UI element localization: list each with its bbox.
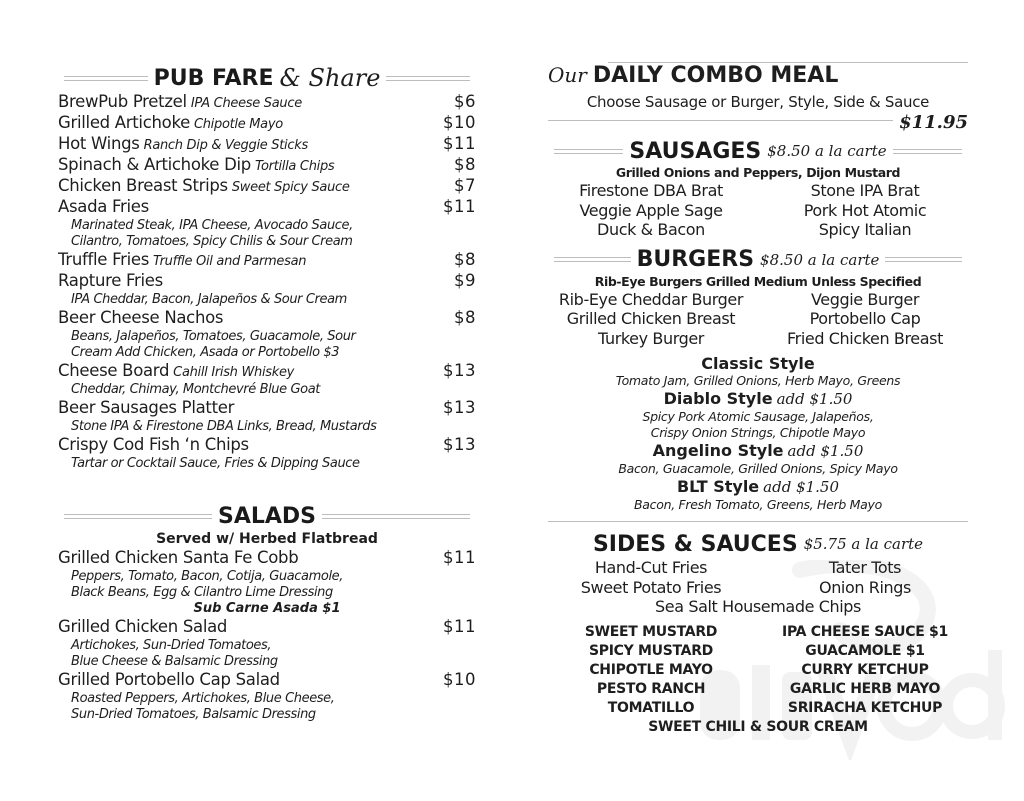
sides-header xyxy=(548,530,968,558)
salad-item-desc: Black Beans, Egg & Cilantro Lime Dressing xyxy=(71,585,333,600)
salad-item-name: Grilled Portobello Cap Salad xyxy=(58,670,280,689)
menu-item-line xyxy=(58,271,476,292)
salad-item-name: Grilled Chicken Santa Fe Cobb xyxy=(58,548,299,567)
menu-item xyxy=(58,250,476,271)
menu-item-left xyxy=(58,176,448,195)
sausage-item: Pork Hot Atomic xyxy=(803,200,927,220)
menu-item-name: Cheese Board xyxy=(58,361,170,380)
divider xyxy=(548,120,893,121)
menu-item-name: Beer Sausages Platter xyxy=(58,398,235,417)
menu-item-price: $8 xyxy=(454,155,476,174)
sauce-item: SWEET CHILI & SOUR CREAM xyxy=(648,718,868,735)
divider xyxy=(893,149,962,154)
menu-item-line xyxy=(58,361,476,382)
sausage-item: Veggie Apple Sage xyxy=(579,200,723,220)
style-option-name: Diablo Style xyxy=(663,389,773,408)
divider xyxy=(548,521,968,522)
menu-item-price: $13 xyxy=(443,435,476,454)
menu-item-price: $7 xyxy=(454,176,476,195)
sauce-item: CURRY KETCHUP xyxy=(801,661,929,678)
divider xyxy=(64,514,212,519)
side-item: Hand-Cut Fries xyxy=(594,558,708,577)
burger-item: Rib-Eye Cheddar Burger xyxy=(558,289,744,309)
menu-item-left xyxy=(58,361,437,380)
menu-item-name: Chicken Breast Strips xyxy=(58,176,228,195)
menu-item-left xyxy=(58,134,437,153)
salad-item-name: Grilled Chicken Salad xyxy=(58,617,228,636)
menu-item-line xyxy=(58,113,476,134)
sausage-item: Spicy Italian xyxy=(818,220,912,239)
menu-item-left xyxy=(58,197,437,216)
salad-item xyxy=(58,617,476,670)
sausages-list xyxy=(548,181,968,240)
pub-fare-title-script: & Share xyxy=(279,64,381,92)
menu-item-inline-desc: Chipotle Mayo xyxy=(193,117,283,132)
menu-item-left xyxy=(58,271,448,290)
style-option-desc: Spicy Pork Atomic Sausage, Jalapeños, xyxy=(642,409,874,424)
salad-item-desc: Blue Cheese & Balsamic Dressing xyxy=(71,654,278,669)
side-item: Tater Tots xyxy=(828,558,902,577)
salad-item-price: $11 xyxy=(443,617,476,636)
style-option-header xyxy=(548,354,968,373)
menu-item-line xyxy=(58,92,476,113)
sausage-item: Duck & Bacon xyxy=(597,220,705,239)
salad-item xyxy=(58,548,476,617)
sauce-item: TOMATILLO xyxy=(607,699,695,716)
sausage-item: Firestone DBA Brat xyxy=(579,181,723,200)
salad-item-desc: Roasted Peppers, Artichokes, Blue Cheese, xyxy=(71,691,335,706)
menu-item xyxy=(58,308,476,361)
style-option-header xyxy=(548,441,968,461)
left-column xyxy=(58,64,476,723)
style-option-desc: Tomato Jam, Grilled Onions, Herb Mayo, Greens xyxy=(615,373,901,388)
menu-item xyxy=(58,155,476,176)
menu-item-line xyxy=(58,398,476,419)
sauces-list xyxy=(548,623,968,718)
sauce-item: PESTO RANCH xyxy=(596,680,706,697)
menu-item-inline-desc: Sweet Spicy Sauce xyxy=(231,180,350,195)
style-option-price: add $1.50 xyxy=(763,478,840,496)
style-option-desc: Bacon, Guacamole, Grilled Onions, Spicy Mayo xyxy=(618,461,898,476)
divider xyxy=(554,149,623,154)
salad-item-price: $10 xyxy=(443,670,476,689)
combo-subtitle: Choose Sausage or Burger, Style, Side & Sauce xyxy=(586,93,930,111)
sauce-item: GUACAMOLE $1 xyxy=(805,642,925,659)
style-option xyxy=(548,354,968,389)
menu-item-left xyxy=(58,92,448,111)
combo-price-row xyxy=(548,111,968,133)
menu-item-name: BrewPub Pretzel xyxy=(58,92,187,111)
menu-item-line xyxy=(58,308,476,329)
burger-item: Fried Chicken Breast xyxy=(787,328,943,348)
salad-item-left xyxy=(58,548,437,567)
menu-item-line xyxy=(58,250,476,271)
divider xyxy=(885,257,962,262)
burgers-list xyxy=(548,290,968,349)
combo-our: Our xyxy=(548,63,587,87)
sides-list xyxy=(548,558,968,597)
burger-item: Veggie Burger xyxy=(810,289,920,309)
style-option-name: Classic Style xyxy=(701,354,815,373)
salad-item-desc: Sun-Dried Tomatoes, Balsamic Dressing xyxy=(71,707,316,722)
menu-item-desc: Cream Add Chicken, Asada or Portobello $3 xyxy=(71,345,340,360)
salad-item-line xyxy=(58,617,476,638)
sausages-price: $8.50 a la carte xyxy=(767,142,887,160)
pub-fare-header xyxy=(58,64,476,92)
burgers-header xyxy=(548,246,968,274)
menu-item-price: $6 xyxy=(454,92,476,111)
sauce-item: CHIPOTLE MAYO xyxy=(589,661,713,678)
divider xyxy=(64,76,148,81)
salads-title: SALADS xyxy=(217,503,317,529)
salad-item-line xyxy=(58,670,476,691)
sauce-item: SPICY MUSTARD xyxy=(588,642,714,659)
menu-item-name: Asada Fries xyxy=(58,197,149,216)
salad-item-line xyxy=(58,548,476,569)
menu-item-desc: Marinated Steak, IPA Cheese, Avocado Sauce, xyxy=(71,218,353,233)
style-option-desc: Bacon, Fresh Tomato, Greens, Herb Mayo xyxy=(634,497,882,512)
side-item: Sea Salt Housemade Chips xyxy=(655,597,861,616)
salad-item-note: Sub Carne Asada $1 xyxy=(193,601,341,616)
menu-item-inline-desc: IPA Cheese Sauce xyxy=(190,96,302,111)
menu-item xyxy=(58,92,476,113)
pub-fare-title: PUB FARE xyxy=(153,65,274,91)
style-option xyxy=(548,441,968,477)
burgers-note: Rib-Eye Burgers Grilled Medium Unless Specified xyxy=(594,273,922,289)
menu-item-inline-desc: Cahill Irish Whiskey xyxy=(173,365,295,380)
style-option-name: BLT Style xyxy=(676,477,760,496)
salads-header xyxy=(58,502,476,530)
menu-item xyxy=(58,435,476,472)
menu-item-inline-desc: Truffle Oil and Parmesan xyxy=(153,254,307,269)
salad-item-price: $11 xyxy=(443,548,476,567)
menu-item-line xyxy=(58,176,476,197)
menu-item-left xyxy=(58,250,448,269)
menu-item-left xyxy=(58,308,448,327)
menu-item-name: Crispy Cod Fish ‘n Chips xyxy=(58,435,249,454)
salad-item-desc: Artichokes, Sun-Dried Tomatoes, xyxy=(71,638,272,653)
menu-item-price: $10 xyxy=(443,113,476,132)
style-option-header xyxy=(548,389,968,409)
menu-item-price: $11 xyxy=(443,197,476,216)
menu-item-name: Spinach & Artichoke Dip xyxy=(58,155,251,174)
sausages-header xyxy=(548,137,968,165)
salads-list xyxy=(58,548,476,723)
menu-item-price: $8 xyxy=(454,250,476,269)
sauce-item: SRIRACHA KETCHUP xyxy=(787,699,943,716)
menu-item xyxy=(58,113,476,134)
menu-item xyxy=(58,361,476,398)
salad-item-left xyxy=(58,670,437,689)
menu-item xyxy=(58,271,476,308)
menu-item-inline-desc: Ranch Dip & Veggie Sticks xyxy=(143,138,308,153)
sides-price: $5.75 a la carte xyxy=(803,535,924,553)
burger-item: Turkey Burger xyxy=(598,328,704,348)
menu-item-left xyxy=(58,398,437,417)
menu-item-line xyxy=(58,155,476,176)
menu-item-name: Grilled Artichoke xyxy=(58,113,190,132)
menu-item-desc: Beans, Jalapeños, Tomatoes, Guacamole, Sour xyxy=(71,329,356,344)
menu-item-name: Truffle Fries xyxy=(58,250,149,269)
burgers-title: BURGERS xyxy=(636,247,755,272)
menu-item-line xyxy=(58,435,476,456)
menu-item-price: $8 xyxy=(454,308,476,327)
menu-item xyxy=(58,134,476,155)
salad-item-left xyxy=(58,617,437,636)
menu-item-price: $11 xyxy=(443,134,476,153)
style-option-name: Angelino Style xyxy=(652,441,784,460)
menu-item-price: $9 xyxy=(454,271,476,290)
sauce-item: SWEET MUSTARD xyxy=(584,623,718,640)
menu-item-name: Beer Cheese Nachos xyxy=(58,308,224,327)
divider xyxy=(322,514,470,519)
menu-item-line xyxy=(58,197,476,218)
menu-item-desc: IPA Cheddar, Bacon, Jalapeños & Sour Cream xyxy=(71,292,347,307)
menu-item xyxy=(58,398,476,435)
menu-item-desc: Tartar or Cocktail Sauce, Fries & Dipping Sauce xyxy=(71,456,360,471)
sausages-note: Grilled Onions and Peppers, Dijon Mustard xyxy=(615,165,901,180)
menu-item-desc: Stone IPA & Firestone DBA Links, Bread, Mustards xyxy=(71,419,377,434)
menu-item-left xyxy=(58,113,437,132)
menu-item-desc: Cilantro, Tomatoes, Spicy Chilis & Sour Cream xyxy=(71,234,353,249)
salads-subtitle: Served w/ Herbed Flatbread xyxy=(156,531,378,547)
combo-header xyxy=(548,63,968,93)
style-option-desc: Crispy Onion Strings, Chipotle Mayo xyxy=(650,425,866,440)
menu-item-name: Rapture Fries xyxy=(58,271,163,290)
burger-item: Portobello Cap xyxy=(809,309,921,328)
divider xyxy=(554,257,631,262)
menu-item-line xyxy=(58,134,476,155)
menu-item-inline-desc: Tortilla Chips xyxy=(254,159,335,174)
burger-item: Grilled Chicken Breast xyxy=(566,309,736,328)
menu-item-desc: Cheddar, Chimay, Montchevré Blue Goat xyxy=(71,382,320,397)
styles-list xyxy=(548,354,968,513)
style-option xyxy=(548,477,968,513)
sauce-item: GARLIC HERB MAYO xyxy=(789,680,941,697)
sausages-title: SAUSAGES xyxy=(629,138,762,164)
combo-title: DAILY COMBO MEAL xyxy=(592,63,839,88)
side-item: Sweet Potato Fries xyxy=(580,577,722,597)
menu-item-left xyxy=(58,435,437,454)
combo-price: $11.95 xyxy=(899,112,968,133)
menu-item-name: Hot Wings xyxy=(58,134,140,153)
side-item: Onion Rings xyxy=(819,577,911,597)
style-option-header xyxy=(548,477,968,497)
style-option xyxy=(548,389,968,441)
menu-item xyxy=(58,197,476,250)
style-option-price: add $1.50 xyxy=(776,390,853,408)
burgers-price: $8.50 a la carte xyxy=(760,250,880,269)
menu-item-price: $13 xyxy=(443,398,476,417)
sauce-item: IPA CHEESE SAUCE $1 xyxy=(782,623,948,640)
salad-item xyxy=(58,670,476,723)
menu-item xyxy=(58,176,476,197)
menu-item-left xyxy=(58,155,448,174)
salad-item-desc: Peppers, Tomato, Bacon, Cotija, Guacamole, xyxy=(71,569,343,584)
style-option-price: add $1.50 xyxy=(787,442,864,460)
divider xyxy=(386,76,470,81)
sausage-item: Stone IPA Brat xyxy=(810,181,920,200)
pub-fare-list xyxy=(58,92,476,472)
right-column xyxy=(548,62,968,737)
menu-item-price: $13 xyxy=(443,361,476,380)
sides-title: SIDES & SAUCES xyxy=(592,531,798,557)
